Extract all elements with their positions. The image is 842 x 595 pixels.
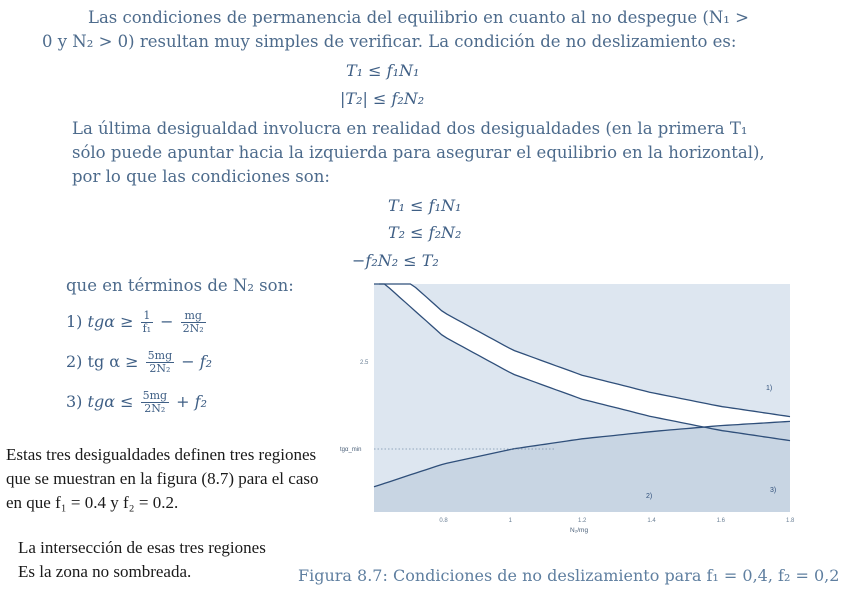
condition-1-lhs: tgα ≥	[87, 312, 134, 331]
x-tick-label: 1.6	[716, 518, 726, 524]
condition-2	[66, 350, 212, 375]
y-marker-label: tgα_min	[340, 447, 362, 453]
condition-2-frac: $\frac{5mg}{\text{2N₂}}$	[147, 349, 173, 375]
condition-2-label: 2)	[66, 352, 83, 371]
condition-3	[66, 390, 207, 415]
condition-2-lhs: tg α ≥	[87, 352, 139, 371]
condition-1-op: −	[160, 312, 174, 331]
condition-3-frac: $\frac{5mg}{\text{2N₂}}$	[142, 389, 168, 415]
y-tick-label: 2.5	[360, 360, 369, 366]
figure-8-7-chart	[338, 280, 798, 542]
overlay-line-5: Es la zona no sombreada.	[18, 562, 192, 581]
equation-b3: −f₂N₂ ≤ T₂	[352, 251, 439, 270]
equation-t1: T₁ ≤ f₁N₁	[346, 61, 420, 80]
overlay-line-3: en que f₁ = 0.4 y f₂ = 0.2.	[6, 493, 179, 512]
equation-b1: T₁ ≤ f₁N₁	[388, 196, 462, 215]
curve-label-1: 1)	[766, 385, 773, 392]
intro-line-1: Las condiciones de permanencia del equilibrio en cuanto al no despegue (N₁ >	[88, 8, 749, 27]
condition-1	[66, 310, 208, 335]
overlay-line-4: La intersección de esas tres regiones	[18, 538, 266, 557]
x-tick-label: 1.2	[578, 518, 587, 524]
x-tick-label: 1	[508, 518, 513, 524]
condition-1-frac-b: $\frac{mg}{\text{2N₂}}$	[182, 309, 204, 335]
condition-2-tail: − f₂	[181, 352, 213, 371]
equation-b2: T₂ ≤ f₂N₂	[388, 223, 462, 242]
x-axis-label: N₂/mg	[570, 527, 589, 534]
curve-label-2: 2)	[646, 493, 653, 500]
condition-3-tail: + f₂	[176, 392, 207, 411]
condition-3-label: 3)	[66, 392, 83, 411]
n2-intro: que en términos de N₂ son:	[66, 276, 294, 295]
middle-line-1: La última desigualdad involucra en realidad dos desigualdades (en la primera T₁	[72, 119, 748, 138]
overlay-line-1: Estas tres desigualdades definen tres regiones	[6, 445, 317, 464]
middle-line-2: sólo puede apuntar hacia la izquierda para asegurar el equilibrio en la horizontal),	[72, 143, 765, 162]
condition-1-label: 1)	[66, 312, 83, 331]
overlay-line-2: que se muestran en la figura (8.7) para el caso	[6, 469, 319, 488]
equation-t2-abs: |T₂| ≤ f₂N₂	[340, 89, 425, 108]
x-tick-label: 1.8	[786, 518, 795, 524]
intro-line-2: 0 y N₂ > 0) resultan muy simples de verificar. La condición de no deslizamiento es:	[42, 32, 737, 51]
x-tick-label: 0.8	[439, 518, 448, 524]
condition-1-frac-a: $\frac{1}{\text{f₁}}$	[142, 309, 152, 335]
figure-caption: Figura 8.7: Condiciones de no deslizamiento para f₁ = 0,4, f₂ = 0,2	[298, 566, 840, 585]
condition-3-lhs: tgα ≤	[87, 392, 134, 411]
middle-line-3: por lo que las condiciones son:	[72, 167, 330, 186]
curve-label-3: 3)	[770, 487, 777, 494]
x-tick-label: 1.4	[647, 518, 656, 524]
